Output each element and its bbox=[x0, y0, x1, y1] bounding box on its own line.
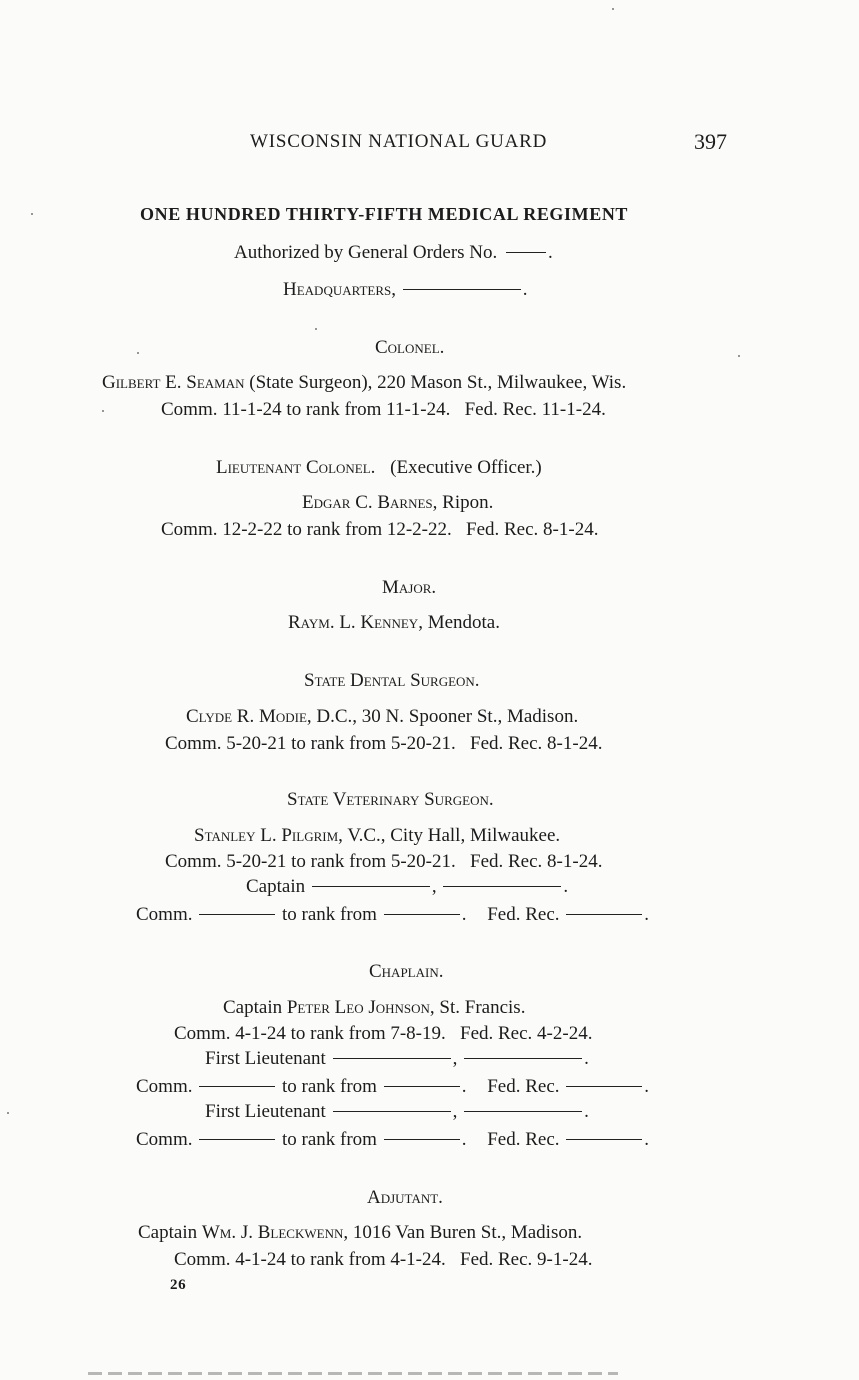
blank-line bbox=[403, 289, 521, 290]
chaplain-rank: Captain bbox=[223, 997, 283, 1018]
scan-speck bbox=[315, 328, 317, 330]
period: . bbox=[548, 242, 553, 263]
period: . bbox=[563, 876, 569, 897]
period: . bbox=[584, 1048, 589, 1069]
lt-colonel-entry bbox=[302, 491, 493, 515]
running-title: WISCONSIN NATIONAL GUARD bbox=[250, 131, 548, 152]
fed-label: Fed. Rec. bbox=[487, 1076, 560, 1097]
major-detail: , Mendota. bbox=[418, 612, 500, 633]
scan-speck bbox=[137, 352, 139, 354]
colonel-entry bbox=[102, 371, 626, 395]
lt-colonel-comm: Comm. 12-2-22 to rank from 12-2-22. Fed. Rec. 8-1-24. bbox=[161, 519, 599, 540]
first-lt-label: First Lieutenant bbox=[205, 1048, 326, 1069]
major-entry bbox=[288, 611, 500, 635]
comm-label: Comm. bbox=[136, 1076, 193, 1097]
dental-detail: , D.C., 30 N. Spooner St., Madison. bbox=[306, 706, 579, 727]
blank-line bbox=[199, 1139, 275, 1140]
lt-colonel-detail: , Ripon. bbox=[432, 492, 494, 513]
authorized-text: Authorized by General Orders No. bbox=[234, 242, 498, 263]
blank-line bbox=[384, 1086, 460, 1087]
adjutant-name: Wm. J. Bleckwenn bbox=[201, 1222, 344, 1243]
colonel-detail: (State Surgeon), 220 Mason St., Milwaukee, Wis. bbox=[249, 372, 627, 393]
adjutant-comm: Comm. 4-1-24 to rank from 4-1-24. Fed. Rec. 9-1-24. bbox=[174, 1249, 593, 1270]
authorized-line bbox=[234, 241, 553, 265]
dental-name: Clyde R. Modie bbox=[186, 706, 307, 727]
rank-label: to rank from bbox=[281, 1129, 377, 1150]
period: . bbox=[522, 279, 528, 300]
chaplain-entry bbox=[223, 996, 525, 1020]
headquarters-line bbox=[283, 278, 528, 302]
veterinary-detail: , V.C., City Hall, Milwaukee. bbox=[338, 825, 561, 846]
blank-line bbox=[333, 1058, 451, 1059]
chaplain-name: Peter Leo Johnson bbox=[286, 997, 430, 1018]
comma: , bbox=[431, 876, 437, 897]
regiment-title: ONE HUNDRED THIRTY-FIFTH MEDICAL REGIMENT bbox=[140, 204, 629, 224]
adjutant-detail: , 1016 Van Buren St., Madison. bbox=[343, 1222, 583, 1243]
blank-line bbox=[566, 914, 642, 915]
blank-line bbox=[333, 1111, 451, 1112]
captain-label: Captain bbox=[246, 876, 306, 897]
adjutant-heading: Adjutant. bbox=[367, 1187, 443, 1208]
veterinary-comm: Comm. 5-20-21 to rank from 5-20-21. Fed. Rec. 8-1-24. bbox=[165, 851, 603, 872]
dental-entry bbox=[186, 705, 578, 729]
rank-label: to rank from bbox=[281, 904, 377, 925]
scan-bleed-through bbox=[88, 1372, 618, 1375]
major-heading: Major. bbox=[382, 577, 437, 598]
colonel-comm: Comm. 11-1-24 to rank from 11-1-24. Fed. Rec. 11-1-24. bbox=[161, 399, 606, 420]
period: . bbox=[461, 1076, 467, 1097]
period: . bbox=[584, 1101, 589, 1122]
first-lt-blank-2 bbox=[205, 1100, 589, 1124]
lt-colonel-heading-line bbox=[216, 456, 542, 480]
blank-line bbox=[199, 1086, 275, 1087]
comm-label: Comm. bbox=[136, 904, 193, 925]
lt-colonel-heading: Lieutenant Colonel. bbox=[216, 457, 376, 478]
chaplain-comm: Comm. 4-1-24 to rank from 7-8-19. Fed. Rec. 4-2-24. bbox=[174, 1023, 593, 1044]
blank-line bbox=[443, 886, 561, 887]
comm-label: Comm. bbox=[136, 1129, 193, 1150]
blank-line bbox=[199, 914, 275, 915]
adjutant-entry bbox=[138, 1221, 582, 1245]
chaplain-heading: Chaplain. bbox=[369, 961, 444, 982]
blank-line bbox=[384, 914, 460, 915]
period: . bbox=[461, 904, 467, 925]
dental-heading: State Dental Surgeon. bbox=[304, 670, 480, 691]
fed-label: Fed. Rec. bbox=[487, 904, 560, 925]
blank-line bbox=[506, 252, 546, 253]
first-lt-blank-1 bbox=[205, 1047, 589, 1071]
veterinary-captain-blank bbox=[246, 875, 568, 899]
scan-speck bbox=[102, 410, 104, 412]
page-number: 397 bbox=[694, 129, 727, 154]
blank-line bbox=[464, 1111, 582, 1112]
major-name: Raym. L. Kenney bbox=[288, 612, 419, 633]
colonel-heading: Colonel. bbox=[375, 337, 445, 358]
rank-label: to rank from bbox=[281, 1076, 377, 1097]
signature-mark: 26 bbox=[170, 1277, 187, 1293]
period: . bbox=[461, 1129, 467, 1150]
blank-line bbox=[312, 886, 430, 887]
blank-line bbox=[464, 1058, 582, 1059]
period: . bbox=[644, 1076, 650, 1097]
scan-speck bbox=[738, 355, 740, 357]
first-lt-label: First Lieutenant bbox=[205, 1101, 326, 1122]
headquarters-label: Headquarters, bbox=[283, 279, 397, 300]
chaplain-detail: , St. Francis. bbox=[429, 997, 526, 1018]
blank-line bbox=[566, 1086, 642, 1087]
comma: , bbox=[452, 1048, 458, 1069]
dental-comm: Comm. 5-20-21 to rank from 5-20-21. Fed. Rec. 8-1-24. bbox=[165, 733, 603, 754]
scan-speck bbox=[31, 213, 33, 215]
blank-line bbox=[566, 1139, 642, 1140]
adjutant-rank: Captain bbox=[138, 1222, 198, 1243]
veterinary-name: Stanley L. Pilgrim bbox=[194, 825, 339, 846]
scan-speck bbox=[612, 8, 614, 10]
veterinary-heading: State Veterinary Surgeon. bbox=[287, 789, 494, 810]
comma: , bbox=[452, 1101, 458, 1122]
veterinary-entry bbox=[194, 824, 560, 848]
blank-line bbox=[384, 1139, 460, 1140]
veterinary-comm-blank bbox=[136, 903, 649, 927]
first-lt-comm-blank-2 bbox=[136, 1128, 649, 1152]
fed-label: Fed. Rec. bbox=[487, 1129, 560, 1150]
period: . bbox=[644, 1129, 650, 1150]
colonel-name: Gilbert E. Seaman bbox=[102, 372, 245, 393]
period: . bbox=[644, 904, 650, 925]
lt-colonel-note: (Executive Officer.) bbox=[390, 457, 542, 478]
scan-speck bbox=[7, 1112, 9, 1114]
first-lt-comm-blank-1 bbox=[136, 1075, 649, 1099]
lt-colonel-name: Edgar C. Barnes bbox=[302, 492, 433, 513]
